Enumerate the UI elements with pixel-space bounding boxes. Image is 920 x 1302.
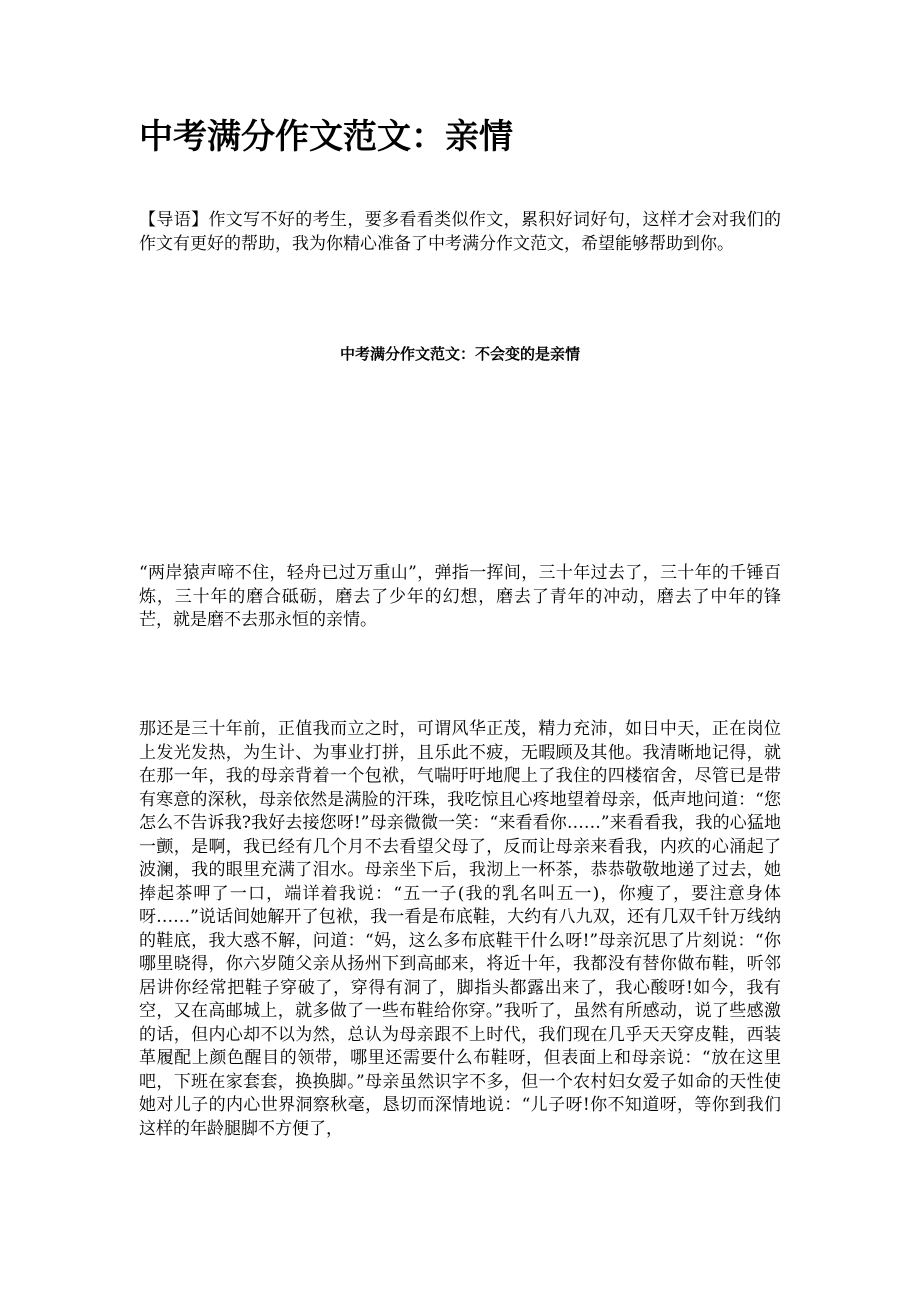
essay-subtitle: 中考满分作文范文：不会变的是亲情	[339, 345, 580, 363]
essay-paragraph-2: 那还是三十年前，正值我而立之时，可谓风华正茂，精力充沛，如日中天，正在岗位上发光发热，为生计、为事业打拼，且乐此不疲，无暇顾及其他。我清晰地记得，就在那一年，我的母亲背着一个包袱，气喘吁吁地爬上了我住的四楼宿舍，尽管已是带有寒意的深秋，母亲依然是满脸的汗珠，我吃惊且心疼地望着母亲，低声地问道：“您怎么不告诉我?我好去接您呀!”母亲微微一笑：“来看看你……”来看看我，我的心猛地一颤，是啊，我已经有几个月不去看望父母了，反而让母亲来看我，内疚的心涌起了波澜，我的眼里充满了泪水。母亲坐下后，我沏上一杯茶，恭恭敬敬地递了过去，她捧起茶呷了一口，端详着我说：“五一子(我的乳名叫五一)，你瘦了，要注意身体呀……”说话间她解开了包袱，我一看是布底鞋，大约有八九双，还有几双千针万线纳的鞋底，我大惑不解，问道：“妈，这么多布底鞋干什么呀!”母亲沉思了片刻说：“你哪里晓得，你六岁随父亲从扬州下到高邮来，将近十年，我都没有替你做布鞋，听邻居讲你经常把鞋子穿破了，穿得有洞了，脚指头都露出来了，我心酸呀!如今，我有空，又在高邮城上，就多做了一些布鞋给你穿。”我听了，虽然有所感动，说了些感激的话，但内心却不以为然，总认为母亲跟不上时代，我们现在几乎天天穿皮鞋，西装革履配上颜色醒目的领带，哪里还需要什么布鞋呀，但表面上和母亲说：“放在这里吧，下班在家套套，换换脚。”母亲虽然识字不多，但一个农村妇女爱子如命的天性使她对儿子的内心世界洞察秋毫，恳切而深情地说：“儿子呀!你不知道呀，等你到我们这样的年龄腿脚不方便了，	[139, 719, 781, 1139]
intro-paragraph: 【导语】作文写不好的考生，要多看看类似作文，累积好词好句，这样才会对我们的作文有更好的帮助，我为你精心准备了中考满分作文范文，希望能够帮助到你。	[139, 210, 781, 254]
document-title: 中考满分作文范文：亲情	[139, 117, 513, 157]
essay-paragraph-1: “两岸猿声啼不住，轻舟已过万重山”，弹指一挥间，三十年过去了，三十年的千锤百炼，三十年的磨合砥砺，磨去了少年的幻想，磨去了青年的冲动，磨去了中年的锋芒，就是磨不去那永恒的亲情。	[139, 563, 781, 630]
